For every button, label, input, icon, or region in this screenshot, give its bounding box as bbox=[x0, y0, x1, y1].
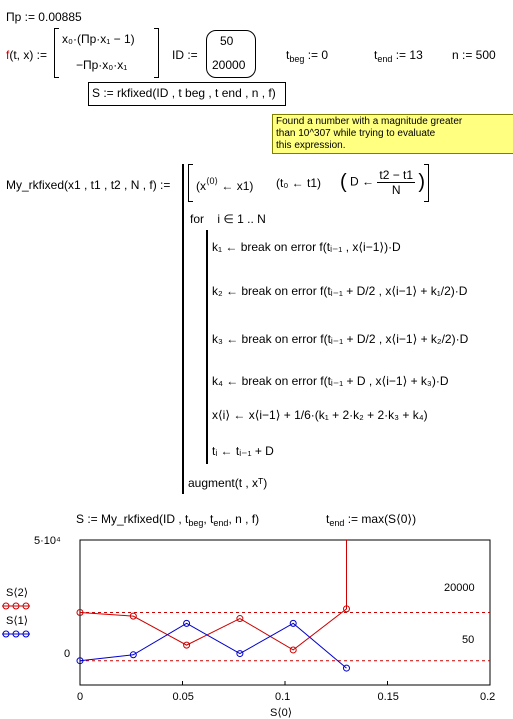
k3-line[interactable]: k₃ ← break on error f(tᵢ₋₁ + D/2 , x⟨i−1⟩ + k₂/2)·D bbox=[212, 332, 469, 346]
f-matrix-left-bracket bbox=[54, 28, 59, 78]
for-range: i ∈ 1 .. N bbox=[217, 212, 266, 226]
call-sub-beg: beg bbox=[188, 518, 204, 528]
tend-symbol: t bbox=[374, 48, 378, 62]
call-part-2: , t bbox=[203, 512, 214, 526]
init-x[interactable] bbox=[196, 176, 253, 193]
tbeg-symbol: t bbox=[286, 48, 290, 62]
init-x-symbol: (x bbox=[196, 179, 206, 193]
legend-label-s2: S⟨2⟩ bbox=[6, 587, 29, 599]
program-signature[interactable]: My_rkfixed(x1 , t1 , t2 , N , f) := bbox=[6, 178, 171, 192]
my-rkfixed-call[interactable] bbox=[76, 512, 259, 528]
init-t[interactable]: (t₀ ← t1) bbox=[276, 176, 321, 190]
series-line-1 bbox=[80, 623, 347, 668]
y-tick-top: 5·10⁴ bbox=[34, 535, 61, 547]
for-keyword: for bbox=[190, 212, 205, 226]
pr-definition[interactable]: Пр := 0.00885 bbox=[6, 10, 82, 24]
f-matrix-right-bracket bbox=[154, 28, 159, 78]
n-definition[interactable]: n := 500 bbox=[452, 48, 496, 62]
tend-max-subscript: end bbox=[329, 518, 345, 528]
init-D-numerator: t2 − t1 bbox=[379, 168, 414, 182]
tend-subscript: end bbox=[377, 54, 393, 64]
init-right-bracket bbox=[424, 164, 429, 202]
id-row1[interactable]: 50 bbox=[220, 34, 234, 48]
program-outer-bar bbox=[182, 164, 184, 494]
ref-label-20000: 20000 bbox=[444, 582, 475, 594]
tend-max-symbol: t bbox=[326, 512, 330, 526]
call-sub-end: end bbox=[213, 518, 229, 528]
init-D[interactable] bbox=[340, 168, 425, 197]
x-tick-0.05: 0.05 bbox=[172, 691, 194, 703]
legend-marker-s2 bbox=[2, 603, 30, 609]
error-tooltip bbox=[272, 114, 513, 154]
init-D-fraction bbox=[377, 168, 415, 197]
x-tick-0.15: 0.15 bbox=[377, 691, 399, 703]
series-line-0 bbox=[80, 540, 347, 650]
f-matrix-row1[interactable]: x₀·(Пр·x₁ − 1) bbox=[62, 32, 135, 46]
id-definition-lhs[interactable]: ID := bbox=[172, 48, 198, 62]
f-name: f bbox=[6, 48, 10, 62]
k1-line[interactable]: k₁ ← break on error f(tᵢ₋₁ , x⟨i−1⟩)·D bbox=[212, 240, 401, 254]
tbeg-definition[interactable] bbox=[286, 48, 328, 64]
y-tick-zero: 0 bbox=[64, 648, 71, 660]
tbeg-value: := 0 bbox=[307, 48, 329, 62]
f-matrix-row2[interactable]: −Пр·x₀·x₁ bbox=[76, 58, 128, 72]
k4-line[interactable]: k₄ ← break on error f(tᵢ₋₁ + D , x⟨i−1⟩ + k₃)·D bbox=[212, 374, 449, 388]
tend-max-definition[interactable] bbox=[326, 512, 416, 528]
rkfixed-expression[interactable]: S := rkfixed(ID , t beg , t end , n , f) bbox=[92, 86, 276, 100]
x-axis-label: S⟨0⟩ bbox=[270, 707, 293, 719]
init-x-assign: ← x1) bbox=[221, 179, 254, 193]
x-tick-0.2: 0.2 bbox=[480, 691, 496, 703]
error-line-2: than 10^307 while trying to evaluate bbox=[276, 128, 436, 139]
tend-definition[interactable] bbox=[374, 48, 423, 64]
tbeg-subscript: beg bbox=[289, 54, 305, 64]
k2-line[interactable]: k₂ ← break on error f(tᵢ₋₁ + D/2 , x⟨i−1⟩ + k₁/2)·D bbox=[212, 284, 468, 298]
id-row2[interactable]: 20000 bbox=[212, 58, 246, 72]
init-D-lhs: D ← bbox=[350, 174, 375, 189]
legend-marker-s1 bbox=[2, 631, 30, 637]
error-line-3: this expression. bbox=[276, 140, 346, 151]
f-definition-lhs[interactable] bbox=[6, 48, 47, 62]
xy-plot[interactable] bbox=[0, 530, 513, 719]
for-loop-header[interactable] bbox=[190, 212, 266, 226]
call-part-1: S := My_rkfixed(ID , t bbox=[76, 512, 189, 526]
return-augment[interactable]: augment(t , xᵀ) bbox=[188, 476, 268, 490]
legend-label-s1: S⟨1⟩ bbox=[6, 615, 29, 627]
init-D-denominator: N bbox=[391, 183, 401, 197]
init-left-bracket bbox=[188, 164, 193, 202]
for-body-bar bbox=[206, 230, 208, 464]
call-part-3: , n , f) bbox=[228, 512, 260, 526]
tend-max-rhs: := max(S⟨0⟩) bbox=[347, 512, 417, 526]
ref-label-50: 50 bbox=[462, 634, 475, 646]
xi-update-line[interactable]: x⟨i⟩ ← x⟨i−1⟩ + 1/6·(k₁ + 2·k₂ + 2·k₃ + k₄) bbox=[212, 408, 428, 422]
tend-value: := 13 bbox=[395, 48, 423, 62]
ti-update-line[interactable]: tᵢ ← tᵢ₋₁ + D bbox=[212, 444, 274, 458]
x-tick-0: 0 bbox=[77, 691, 84, 703]
f-args: (t, x) := bbox=[9, 48, 48, 62]
init-D-close-paren: ) bbox=[418, 171, 426, 193]
init-D-open-paren: ( bbox=[340, 171, 347, 193]
error-line-1: Found a number with a magnitude greater bbox=[276, 116, 463, 127]
init-x-superscript: ⟨0⟩ bbox=[206, 176, 219, 186]
x-tick-0.1: 0.1 bbox=[275, 691, 291, 703]
